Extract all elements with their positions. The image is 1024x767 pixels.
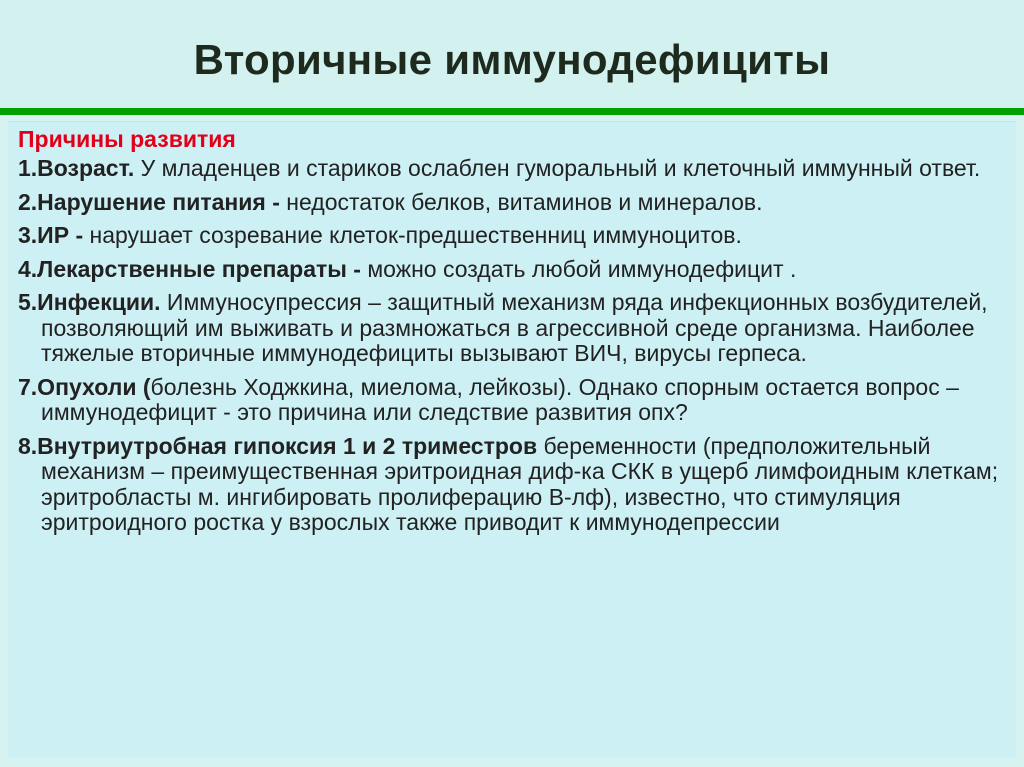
item-lead: 2.Нарушение питания -: [18, 188, 280, 215]
list-item-age: [18, 156, 1018, 182]
list-item-drugs: [18, 257, 1018, 283]
item-text: недостаток белков, витаминов и минералов.: [279, 188, 763, 215]
item-lead: 7.Опухоли (: [18, 373, 151, 400]
item-text: беременности (предположительный механизм – преимущественная эритроидная диф-ка СКК в ущерб лимфоидным клеткам; эритробласты м. ингибировать пролиферацию В-лф), известно, что стимуляция эритроидного ростка у взрослых также приводит к иммунодепрессии: [41, 432, 999, 535]
title-band: [0, 0, 1024, 108]
item-text: Иммуносупрессия – защитный механизм ряда инфекционных возбудителей, позволяющий им выживать и размножаться в агрессивной среде организма. Наиболее тяжелые вторичные иммунодефициты вызывают ВИЧ, вирусы герпеса.: [41, 289, 988, 366]
section-heading: Причины развития: [18, 126, 236, 152]
title-divider: [0, 108, 1024, 115]
item-text: нарушает созревание клеток-предшественниц иммуноцитов.: [83, 222, 742, 248]
item-lead: 4.Лекарственные препараты -: [18, 255, 361, 282]
item-lead: 3.ИР -: [18, 222, 84, 248]
item-text: У младенцев и стариков ослаблен гуморальный и клеточный иммунный ответ.: [134, 155, 981, 181]
item-text: можно создать любой иммунодефицит .: [360, 255, 797, 282]
content-panel: [8, 121, 1016, 758]
item-lead: 5.Инфекции.: [18, 289, 161, 315]
list-item-tumors: [18, 375, 1018, 426]
list-item-nutrition: [18, 190, 1018, 216]
list-item-infections: [18, 290, 1018, 367]
slide-title: Вторичные иммунодефициты: [193, 36, 831, 83]
body-text: [18, 126, 1018, 544]
list-item-hypoxia: [18, 434, 1018, 536]
item-lead: 8.Внутриутробная гипоксия 1 и 2 триместров: [18, 432, 538, 459]
item-lead: 1.Возраст.: [18, 155, 135, 181]
list-item-ir: [18, 223, 1018, 249]
item-text: болезнь Ходжкина, миелома, лейкозы). Однако спорным остается вопрос – иммунодефицит - это причина или следствие развития опх?: [41, 373, 959, 425]
